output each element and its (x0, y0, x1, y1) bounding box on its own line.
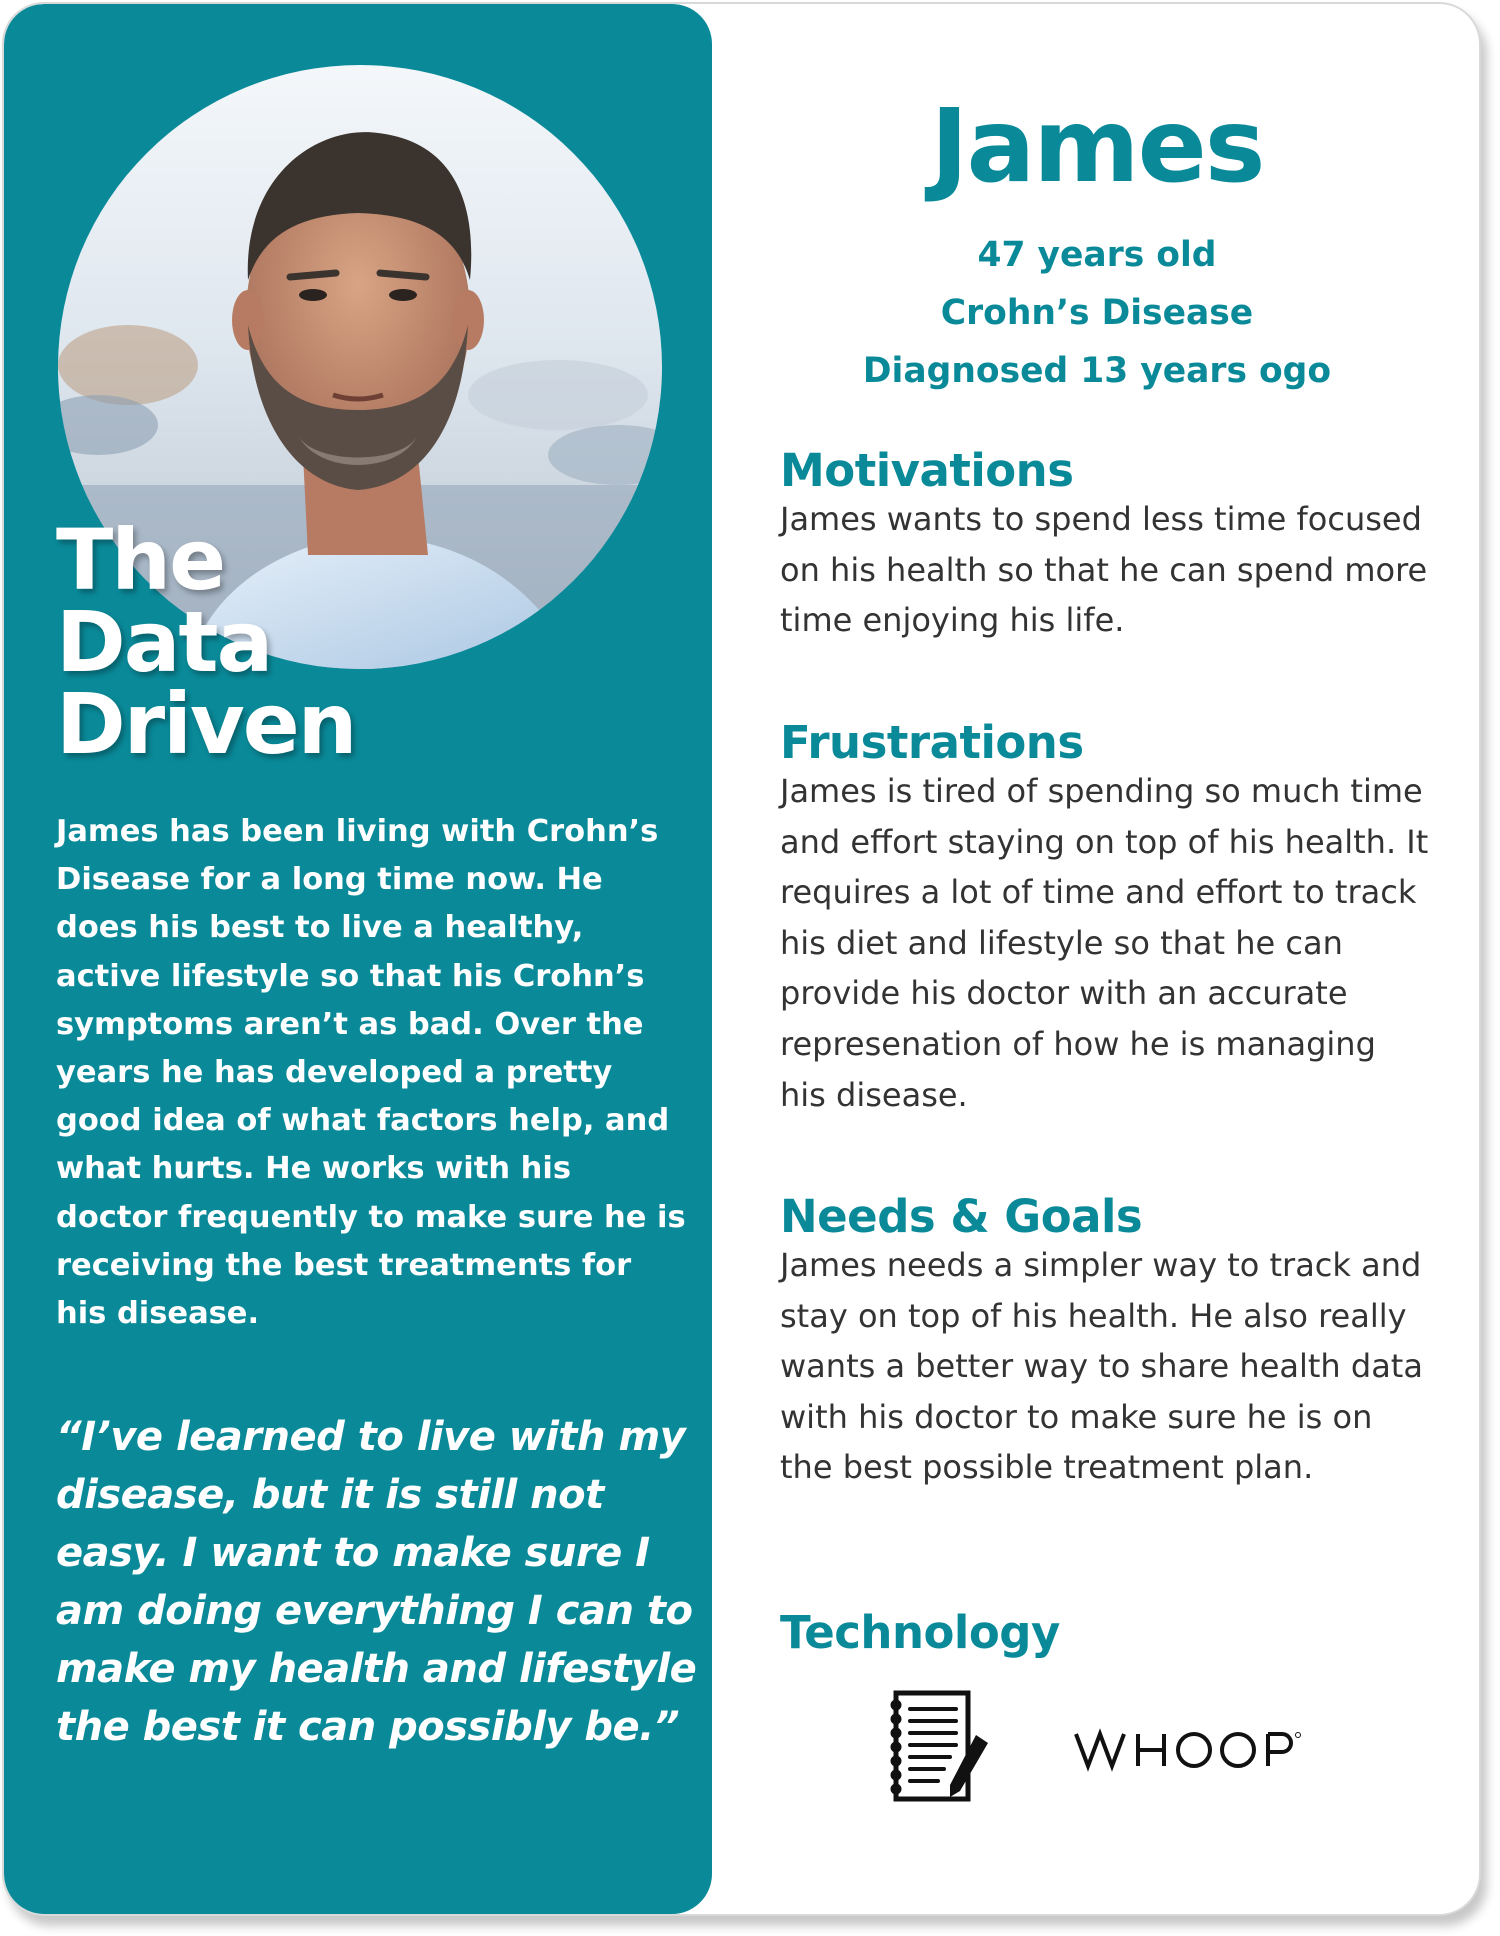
frustrations-heading: Frustrations (780, 716, 1084, 769)
persona-diagnosed: Diagnosed 13 years ogo (862, 351, 1332, 391)
whoop-logo (1072, 1726, 1322, 1780)
persona-title-line-1: The (56, 511, 225, 609)
needs-goals-heading: Needs & Goals (780, 1190, 1143, 1243)
motivations-body: James wants to spend less time focused on his health so that he can spend more time enjoying his life. (780, 500, 1428, 640)
persona-title-line-2: Data (56, 593, 272, 691)
persona-condition: Crohn’s Disease (940, 293, 1254, 333)
frustrations-body: James is tired of spending so much time and effort staying on top of his health. It requires a lot of time and effort to track his diet and lifestyle so that he can provide his doctor with an accurate represenation of how he is managing his disease. (780, 772, 1429, 1114)
needs-goals-body: James needs a simpler way to track and stay on top of his health. He also really wants a better way to share health data with his doctor to make sure he is on the best possible treatment plan. (780, 1246, 1423, 1487)
technology-heading: Technology (780, 1606, 1060, 1659)
notebook-icon (884, 1687, 994, 1811)
motivations-heading: Motivations (780, 444, 1074, 497)
persona-bio: James has been living with Crohn’s Disease for a long time now. He does his best to live a healthy, active lifestyle so that his Crohn’s symptoms aren’t as bad. Over the years he has developed a pretty good idea of what factors help, and what hurts. He works with his doctor frequently to make sure he is receiving the best treatments for his disease. (56, 814, 686, 1332)
persona-quote: “I’ve learned to live with my disease, but it is still not easy. I want to make sure I am doing everything I can to make my health and lifestyle the best it can possibly be.” (56, 1414, 697, 1750)
persona-summary-panel (4, 4, 712, 1914)
persona-age: 47 years old (977, 235, 1217, 275)
persona-name: James (930, 87, 1264, 206)
persona-card (2, 2, 1481, 1916)
persona-title-line-3: Driven (56, 675, 356, 773)
